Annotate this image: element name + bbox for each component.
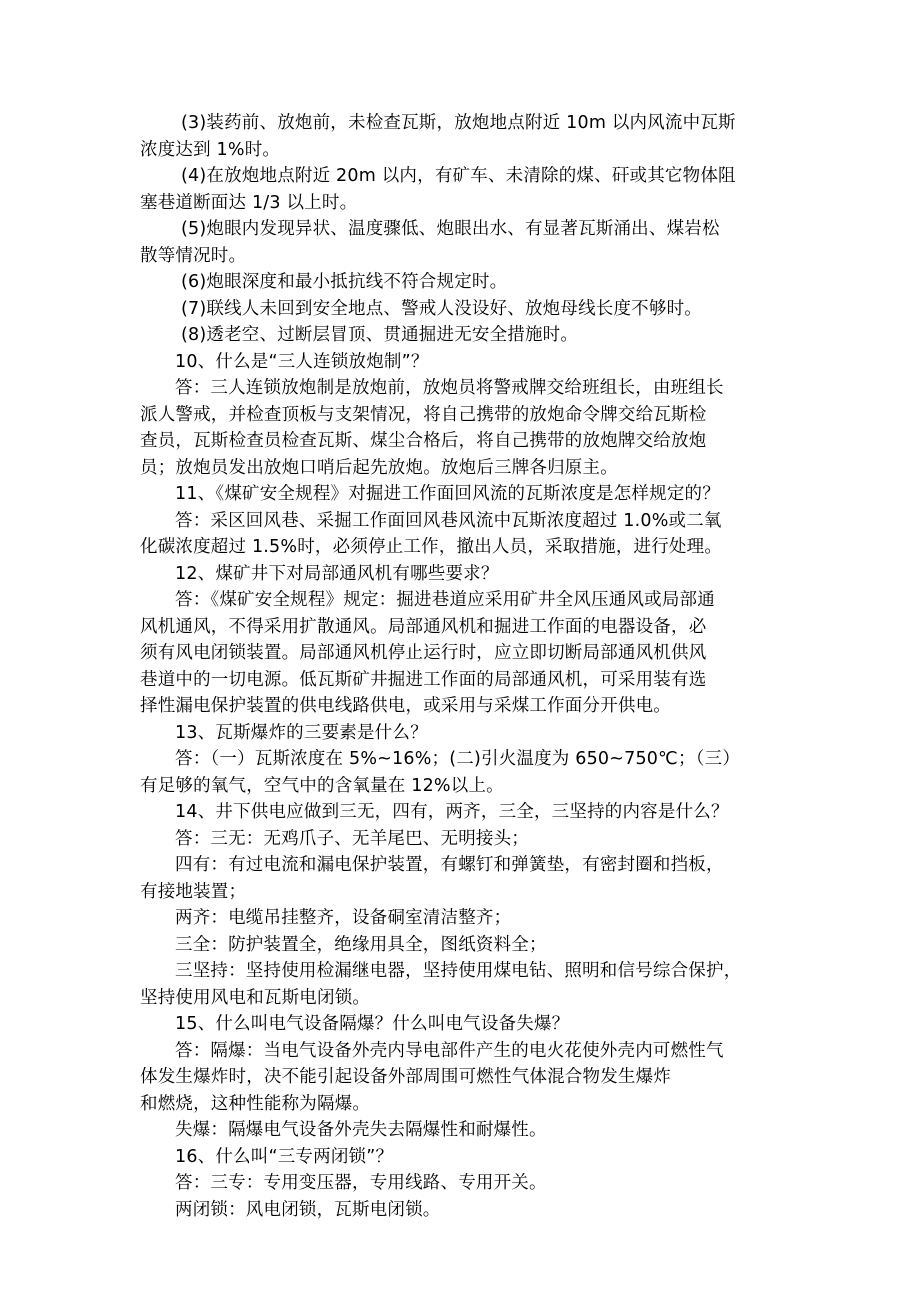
text-line: 答：三无：无鸡爪子、无羊尾巴、无明接头；	[175, 828, 529, 849]
text-line: 14、井下供电应做到三无，四有，两齐，三全，三坚持的内容是什么？	[175, 802, 729, 822]
text-line: 坚持使用风电和瓦斯电闭锁。	[140, 987, 371, 1008]
text-line: 查员，瓦斯检查员检查瓦斯、煤尘合格后，将自己携带的放炮牌交给放炮	[140, 431, 707, 451]
text-line: 13、瓦斯爆炸的三要素是什么？	[175, 722, 428, 743]
text-line: 答：《煤矿安全规程》规定：掘进巷道应采用矿井全风压通风或局部通	[175, 590, 715, 610]
text-line: 答：（一）瓦斯浓度在 5%~16%；(二)引火温度为 650~750℃；（三）	[175, 749, 741, 769]
text-line: 失爆：隔爆电气设备外壳失去隔爆性和耐爆性。	[175, 1120, 547, 1140]
text-line: 体发生爆炸时，决不能引起设备外部周围可燃性气体混合物发生爆炸	[140, 1067, 671, 1087]
text-line: 答：隔爆：当电气设备外壳内导电部件产生的电火花使外壳内可燃性气	[175, 1040, 724, 1061]
text-line: 化碳浓度超过 1.5%时，必须停止工作，撤出人员，采取措施，进行处理。	[140, 537, 723, 557]
text-line: 两闭锁：风电闭锁，瓦斯电闭锁。	[175, 1199, 441, 1220]
document-body	[140, 110, 796, 1223]
text-line: 散等情况时。	[140, 245, 247, 266]
text-line: (8)透老空、过断层冒顶、贯通掘进无安全措施时。	[181, 325, 579, 345]
text-line: 三全：防护装置全，绝缘用具全，图纸资料全；	[175, 934, 547, 955]
text-line: 15、什么叫电气设备隔爆？什么叫电气设备失爆？	[175, 1014, 570, 1034]
text-line: 四有：有过电流和漏电保护装置，有螺钉和弹簧垫，有密封圈和挡板，	[175, 855, 724, 875]
text-line: 答：采区回风巷、采掘工作面回风巷风流中瓦斯浓度超过 1.0%或二氧	[175, 510, 722, 531]
text-line: 员；放炮员发出放炮口哨后起先放炮。放炮后三牌各归原主。	[140, 457, 618, 478]
text-line: (3)装药前、放炮前，未检查瓦斯，放炮地点附近 10m 以内风流中瓦斯	[181, 113, 736, 133]
text-line: (7)联线人未回到安全地点、警戒人没设好、放炮母线长度不够时。	[181, 298, 702, 319]
text-line: 答：三专：专用变压器，专用线路、专用开关。	[175, 1173, 547, 1193]
text-line: 10、什么是“三人连锁放炮制”？	[175, 351, 429, 372]
text-line: 有接地装置；	[140, 881, 247, 902]
text-line: 有足够的氧气，空气中的含氧量在 12%以上。	[140, 775, 504, 796]
text-line: 巷道中的一切电源。低瓦斯矿井掘进工作面的局部通风机，可采用装有选	[140, 669, 707, 690]
text-line: 两齐：电缆吊挂整齐，设备硐室清洁整齐；	[175, 908, 512, 928]
text-line: 16、什么叫“三专两闭锁”？	[175, 1146, 394, 1167]
text-line: 和燃烧，这种性能称为隔爆。	[140, 1093, 371, 1114]
text-line: 浓度达到 1%时。	[140, 139, 281, 160]
text-line: 12、煤矿井下对局部通风机有哪些要求？	[175, 563, 499, 584]
text-line: (6)炮眼深度和最小抵抗线不符合规定时。	[181, 272, 508, 292]
text-line: 三坚持：坚持使用检漏继电器，坚持使用煤电钻、照明和信号综合保护，	[175, 961, 742, 981]
text-line: 塞巷道断面达 1/3 以上时。	[140, 192, 358, 213]
text-line: 风机通风，不得采用扩散通风。局部通风机和掘进工作面的电器设备，必	[140, 616, 707, 637]
text-line: 派人警戒，并检查顶板与支架情况，将自己携带的放炮命令牌交给瓦斯检	[140, 404, 707, 425]
text-line: 答：三人连锁放炮制是放炮前，放炮员将警戒牌交给班组长，由班组长	[175, 378, 724, 398]
text-line: 须有风电闭锁装置。局部通风机停止运行时，应立即切断局部通风机供风	[140, 643, 707, 663]
text-line: 择性漏电保护装置的供电线路供电，或采用与采煤工作面分开供电。	[140, 696, 671, 716]
text-line: (4)在放炮地点附近 20m 以内，有矿车、未清除的煤、矸或其它物体阻	[181, 166, 736, 186]
text-line: (5)炮眼内发现异状、温度骤低、炮眼出水、有显著瓦斯涌出、煤岩松	[181, 219, 720, 239]
text-line: 11、《煤矿安全规程》对掘进工作面回风流的瓦斯浓度是怎样规定的？	[175, 484, 720, 504]
